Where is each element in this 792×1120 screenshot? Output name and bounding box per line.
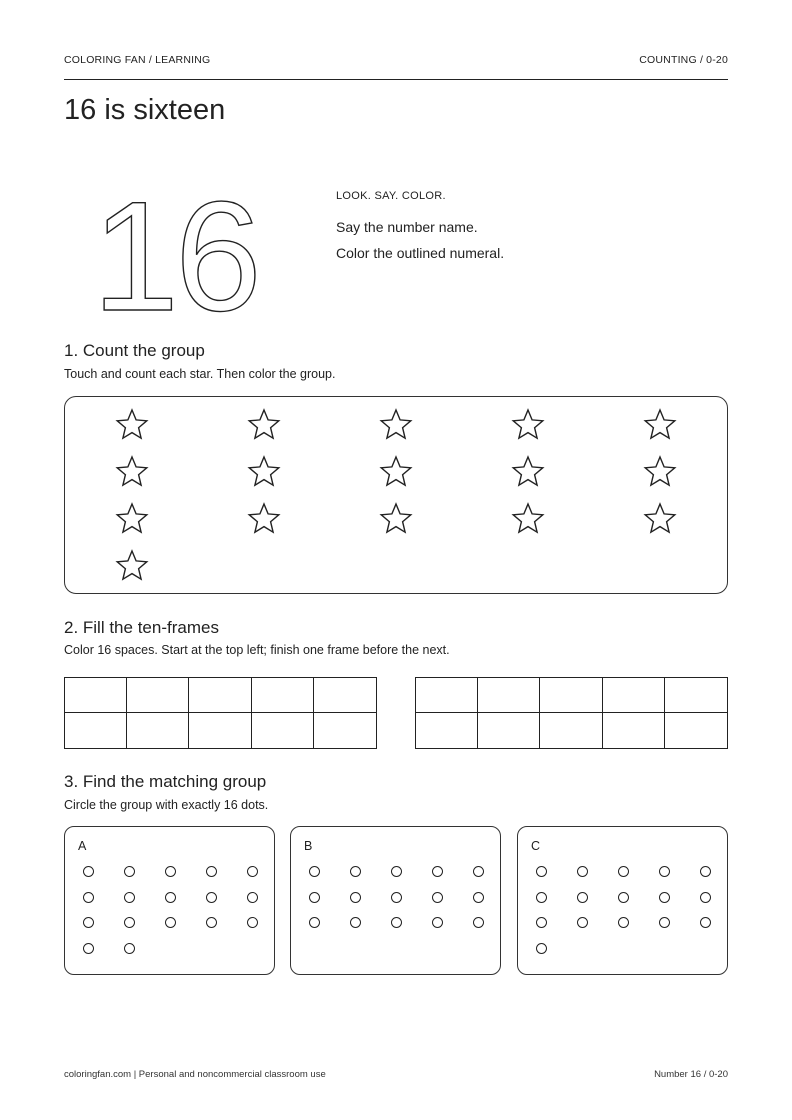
dot xyxy=(536,917,547,928)
instructions-line-2: Color the outlined numeral. xyxy=(336,245,505,261)
star-icon[interactable] xyxy=(379,407,413,441)
dot xyxy=(206,917,217,928)
dot xyxy=(309,892,320,903)
header-rule xyxy=(64,79,728,80)
dot xyxy=(165,892,176,903)
section-1-title: 1. Count the group xyxy=(64,341,205,360)
dot xyxy=(618,866,629,877)
dot xyxy=(618,892,629,903)
group-label: B xyxy=(304,839,313,853)
dot xyxy=(206,892,217,903)
ten-frame-cell[interactable] xyxy=(540,713,602,748)
dot xyxy=(473,866,484,877)
group-card-b[interactable] xyxy=(290,826,501,975)
star-icon[interactable] xyxy=(511,454,545,488)
dot xyxy=(124,866,135,877)
star-icon[interactable] xyxy=(643,454,677,488)
star-icon[interactable] xyxy=(511,407,545,441)
star-icon[interactable] xyxy=(115,501,149,535)
section-1-desc: Touch and count each star. Then color the group. xyxy=(64,367,336,381)
dot xyxy=(432,917,443,928)
dot xyxy=(350,892,361,903)
dot xyxy=(618,917,629,928)
star-icon[interactable] xyxy=(115,548,149,582)
dot xyxy=(536,943,547,954)
dot xyxy=(473,892,484,903)
section-3-title: 3. Find the matching group xyxy=(64,772,267,791)
dot xyxy=(83,892,94,903)
ten-frame-1 xyxy=(64,677,377,749)
ten-frame-cell[interactable] xyxy=(189,678,251,713)
dot xyxy=(659,866,670,877)
star-icon[interactable] xyxy=(115,407,149,441)
dot xyxy=(124,892,135,903)
dot xyxy=(309,917,320,928)
header-left: COLORING FAN / LEARNING xyxy=(64,54,211,66)
ten-frame-cell[interactable] xyxy=(665,713,727,748)
dot xyxy=(124,917,135,928)
footer-right: Number 16 / 0-20 xyxy=(654,1069,728,1080)
section-2-title: 2. Fill the ten-frames xyxy=(64,618,219,637)
ten-frame-cell[interactable] xyxy=(416,713,478,748)
dot xyxy=(247,917,258,928)
star-icon[interactable] xyxy=(643,407,677,441)
star-icon[interactable] xyxy=(511,501,545,535)
dot xyxy=(391,917,402,928)
dot xyxy=(700,917,711,928)
ten-frame-cell[interactable] xyxy=(416,678,478,713)
dot xyxy=(700,892,711,903)
star-icon[interactable] xyxy=(379,454,413,488)
dot xyxy=(83,917,94,928)
dot xyxy=(659,917,670,928)
ten-frame-cell[interactable] xyxy=(189,713,251,748)
ten-frame-cell[interactable] xyxy=(127,678,189,713)
star-icon[interactable] xyxy=(247,501,281,535)
ten-frame-cell[interactable] xyxy=(478,713,540,748)
dot xyxy=(309,866,320,877)
header-right: COUNTING / 0-20 xyxy=(639,54,728,66)
dot xyxy=(577,866,588,877)
dot xyxy=(206,866,217,877)
dot xyxy=(165,866,176,877)
dot xyxy=(165,917,176,928)
dot xyxy=(536,866,547,877)
group-label: A xyxy=(78,839,87,853)
group-label: C xyxy=(531,839,541,853)
section-2-desc: Color 16 spaces. Start at the top left; finish one frame before the next. xyxy=(64,643,450,657)
ten-frame-2 xyxy=(415,677,728,749)
instructions-line-1: Say the number name. xyxy=(336,219,478,235)
dot xyxy=(247,866,258,877)
outlined-numeral-text[interactable]: 16 xyxy=(92,186,258,326)
dot xyxy=(577,917,588,928)
ten-frame-cell[interactable] xyxy=(65,678,127,713)
dot xyxy=(391,892,402,903)
ten-frame-cell[interactable] xyxy=(314,678,376,713)
section-3-desc: Circle the group with exactly 16 dots. xyxy=(64,798,269,812)
star-icon[interactable] xyxy=(115,454,149,488)
ten-frame-cell[interactable] xyxy=(665,678,727,713)
star-icon[interactable] xyxy=(643,501,677,535)
dot xyxy=(83,866,94,877)
ten-frame-cell[interactable] xyxy=(540,678,602,713)
ten-frame-cell[interactable] xyxy=(603,678,665,713)
group-card-a[interactable] xyxy=(64,826,275,975)
dot xyxy=(700,866,711,877)
outlined-numeral[interactable] xyxy=(80,186,270,326)
dot xyxy=(659,892,670,903)
footer-left: coloringfan.com | Personal and noncommercial classroom use xyxy=(64,1069,326,1080)
dot xyxy=(124,943,135,954)
dot xyxy=(391,866,402,877)
dot xyxy=(536,892,547,903)
dot xyxy=(432,892,443,903)
star-icon[interactable] xyxy=(247,407,281,441)
ten-frame-cell[interactable] xyxy=(603,713,665,748)
dot xyxy=(350,917,361,928)
ten-frame-cell[interactable] xyxy=(314,713,376,748)
dot xyxy=(83,943,94,954)
page-title: 16 is sixteen xyxy=(64,94,226,126)
ten-frame-cell[interactable] xyxy=(252,678,314,713)
instructions-kicker: LOOK. SAY. COLOR. xyxy=(336,190,446,202)
ten-frame-cell[interactable] xyxy=(478,678,540,713)
dot xyxy=(473,917,484,928)
group-card-c[interactable] xyxy=(517,826,728,975)
ten-frame-cell[interactable] xyxy=(252,713,314,748)
dot xyxy=(350,866,361,877)
star-icon[interactable] xyxy=(247,454,281,488)
dot xyxy=(432,866,443,877)
star-icon[interactable] xyxy=(379,501,413,535)
star-group-box xyxy=(64,396,728,594)
dot xyxy=(247,892,258,903)
ten-frame-cell[interactable] xyxy=(65,713,127,748)
ten-frame-cell[interactable] xyxy=(127,713,189,748)
dot xyxy=(577,892,588,903)
